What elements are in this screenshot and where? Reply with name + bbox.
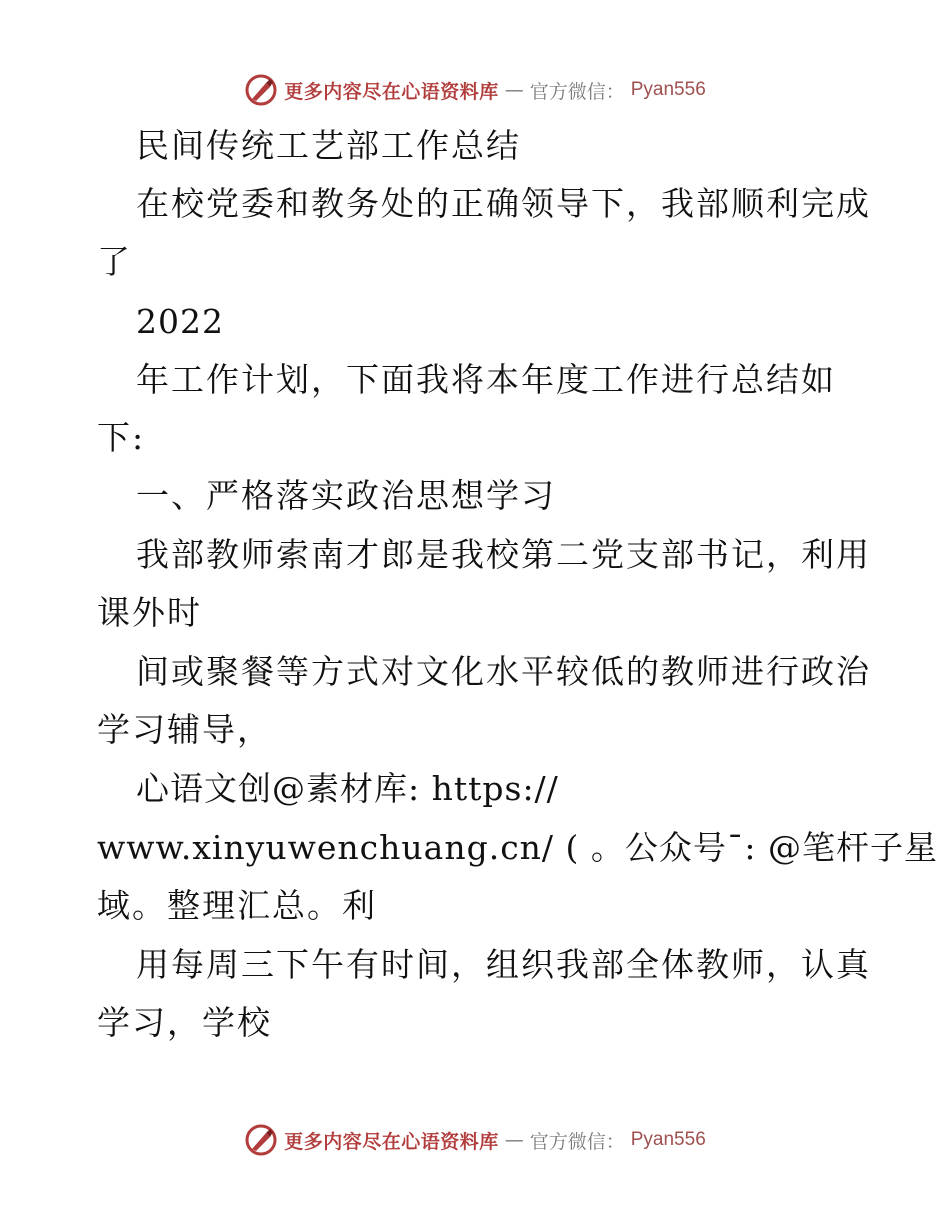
footer-banner-main: 更多内容尽在心语资料库 <box>284 1130 499 1153</box>
footer-banner-dash: — <box>504 1129 524 1151</box>
footer-banner-content <box>244 1123 706 1157</box>
paragraph-line: 了 <box>97 242 132 281</box>
footer-banner <box>0 1120 950 1160</box>
paragraph-line: 下: <box>97 418 146 457</box>
header-banner <box>0 70 950 110</box>
header-banner-main: 更多内容尽在心语资料库 <box>284 80 499 103</box>
header-banner-official: 官方微信： <box>529 80 625 103</box>
paragraph-line: 我部教师索南才郎是我校第二党支部书记，利用 <box>136 535 871 574</box>
paragraph-line: 心语文创@素材库: https:// <box>136 769 559 808</box>
header-banner-dash: — <box>504 79 524 101</box>
paragraph-line: 年工作计划，下面我将本年度工作进行总结如 <box>136 360 836 399</box>
paragraph-line: 间或聚餐等方式对文化水平较低的教师进行政治 <box>136 652 871 691</box>
footer-banner-id: Pyan556 <box>630 1129 706 1150</box>
header-banner-id: Pyan556 <box>630 79 706 100</box>
paragraph-line: 在校党委和教务处的正确领导下，我部顺利完成 <box>136 184 871 223</box>
pen-logo-icon <box>244 1123 278 1157</box>
paragraph-line: 学习，学校 <box>97 1003 272 1042</box>
paragraph-line: 域。整理汇总。利 <box>97 886 377 925</box>
paragraph-line: 2022 <box>136 302 224 341</box>
paragraph-line: www.xinyuwenchuang.cn/ ( 。公众号¯: @笔杆子星 <box>97 828 939 867</box>
paragraph-line: 学习辅导， <box>97 710 272 749</box>
section-heading: 一、严格落实政治思想学习 <box>136 476 556 515</box>
paragraph-line: 用每周三下午有时间，组织我部全体教师，认真 <box>136 945 871 984</box>
document-title: 民间传统工艺部工作总结 <box>136 126 521 165</box>
footer-banner-official: 官方微信： <box>529 1130 625 1153</box>
paragraph-line: 课外时 <box>97 593 202 632</box>
pen-logo-icon <box>244 73 278 107</box>
header-banner-content <box>244 73 706 107</box>
